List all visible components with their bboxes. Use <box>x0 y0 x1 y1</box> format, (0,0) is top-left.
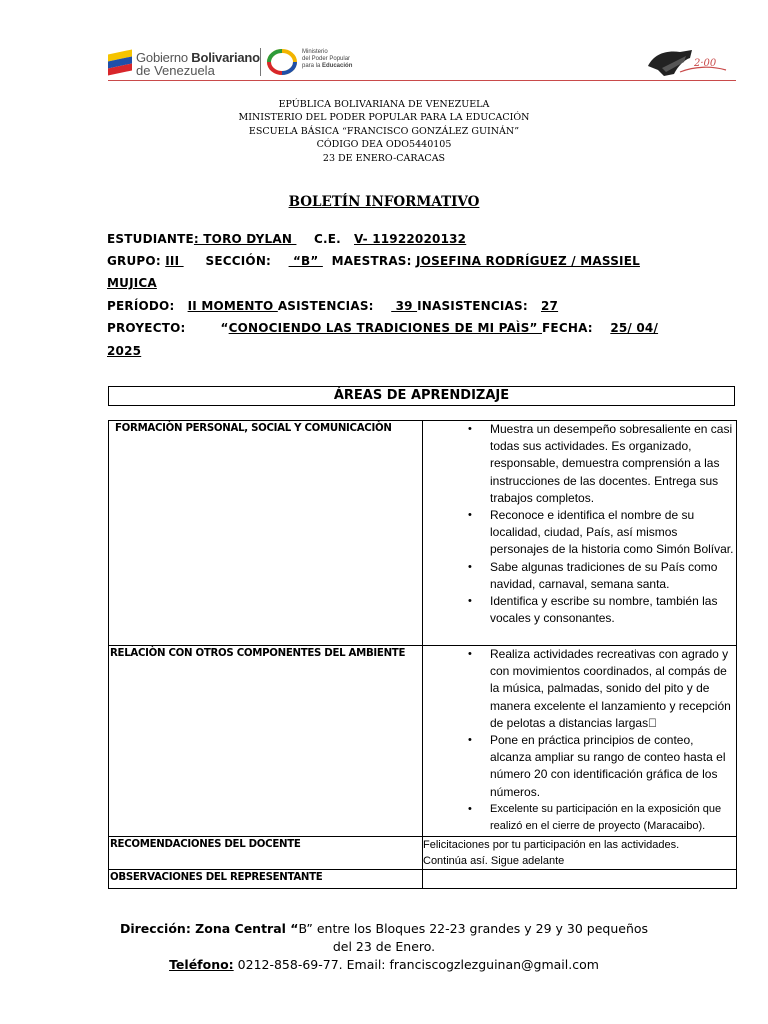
footer <box>0 920 768 974</box>
list-item: • Identifica y escribe su nombre, también las vocales y consonantes. <box>468 594 718 626</box>
school-line: 23 DE ENERO-CARACAS <box>322 152 446 164</box>
period-row: PERÍODO: II MOMENTO ASISTENCIAS: 39 INASISTENCIAS: 27 <box>107 299 559 313</box>
area-label: FORMACIÒN PERSONAL, SOCIAL Y COMUNICACIÒN <box>109 421 423 646</box>
list-item: • Sabe algunas tradiciones de su País como navidad, carnaval, semana santa. <box>468 559 718 591</box>
list-item: • Realiza actividades recreativas con agrado y con movimientos coordinados, al compás de la música, palmadas, sonido del pito y de manera excelente el lanzamiento y recepción de pelotas a distancias largas <box>468 647 731 730</box>
list-item: • Muestra un desempeño sobresaliente en casi todas sus actividades. Es organizado, responsable, demuestra comprensión a las instrucciones de las docentes. Entrega sus trabajos completos. <box>468 422 733 505</box>
table-row <box>109 646 737 837</box>
area-description <box>423 421 737 646</box>
list-item: • Pone en práctica principios de conteo, alcanza ampliar su rango de conteo hasta el número 20 con identificación gráfica de los números. <box>468 733 726 799</box>
school-line: EPÚBLICA BOLIVARIANA DE VENEZUELA <box>278 99 490 110</box>
recommendations-text: Felicitaciones por tu participación en las actividades. Continúa así. Sigue adelante <box>423 837 737 870</box>
school-line: CÓDIGO DEA ODO5440105 <box>316 139 452 151</box>
table-row <box>109 421 737 646</box>
phone-line: Teléfono: 0212-858-69-77. Email: franciscogzlezguinan@gmail.com <box>169 957 599 972</box>
observations-label: OBSERVACIONES DEL REPRESENTANTE <box>109 870 423 889</box>
table-row <box>109 870 737 889</box>
document-title: BOLETÍN INFORMATIVO <box>288 194 480 210</box>
government-logo <box>108 46 368 80</box>
list-item: • Reconoce e identifica el nombre de su localidad, ciudad, País, así mismos personajes de la historia como Simón Bolívar. <box>468 508 734 557</box>
learning-areas-table <box>108 420 737 889</box>
date-row-cont: 2025 <box>107 344 142 358</box>
area-description <box>423 646 737 837</box>
areas-heading: ÁREAS DE APRENDIZAJE <box>108 386 735 406</box>
recommendations-label: RECOMENDACIONES DEL DOCENTE <box>109 837 423 870</box>
gov-logo-line1: Gobierno Bolivariano <box>136 50 260 65</box>
area-label: RELACIÒN CON OTROS COMPONENTES DEL AMBIENTE <box>109 646 423 837</box>
address-line: Dirección: Zona Central “B” entre los Bloques 22-23 grandes y 29 y 30 pequeños <box>119 921 649 936</box>
observations-value <box>423 870 737 889</box>
header-rule <box>108 80 736 81</box>
group-row: GRUPO: III SECCIÓN: “B” MAESTRAS: JOSEFINA RODRÍGUEZ / MASSIEL <box>107 254 640 268</box>
school-line: MINISTERIO DEL PODER POPULAR PARA LA EDUCACIÓN <box>238 112 530 124</box>
address-line-cont: del 23 de Enero. <box>332 939 436 954</box>
logo-divider <box>260 48 261 76</box>
svg-text:2·00: 2·00 <box>694 58 717 69</box>
school-emblem-icon <box>640 44 730 82</box>
school-header <box>0 98 768 165</box>
student-row: ESTUDIANTE: TORO DYLAN C.E. V- 11922020132 <box>107 232 467 246</box>
project-row: PROYECTO: “CONOCIENDO LAS TRADICIONES DE MI PAÌS” FECHA: 25/ 04/ <box>107 321 659 335</box>
table-row <box>109 837 737 870</box>
ministry-logo-text: Ministerio del Poder Popular para la Educación <box>302 49 353 69</box>
gov-logo-line2: de Venezuela <box>136 63 215 78</box>
venezuela-flag-icon <box>108 52 132 72</box>
list-item: • Excelente su participación en la exposición que realizó en el cierre de proyecto (Maracaibo). <box>468 802 722 832</box>
teachers-row-cont: MUJICA <box>107 276 157 290</box>
school-line: ESCUELA BÁSICA “FRANCISCO GONZÁLEZ GUINÁN” <box>248 125 520 137</box>
ministry-ring-icon <box>265 47 299 77</box>
